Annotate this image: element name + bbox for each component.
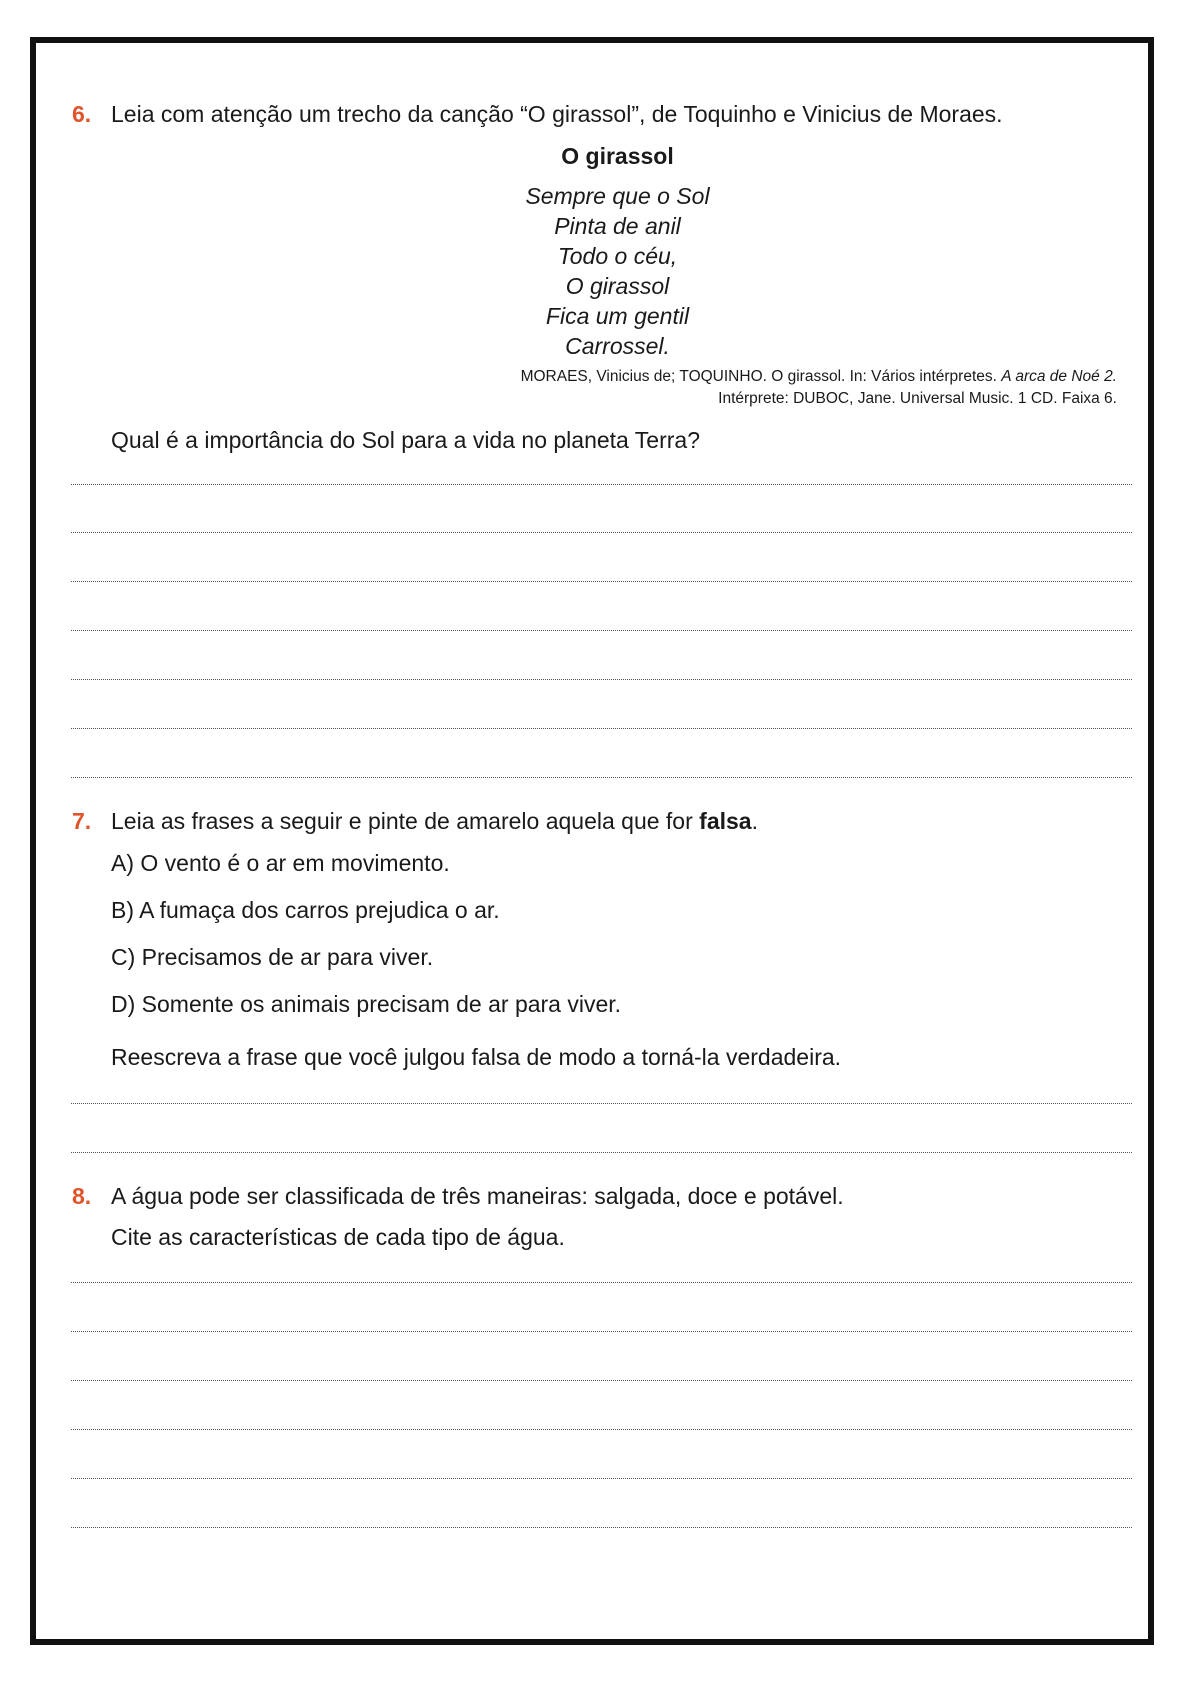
answer-line[interactable] (71, 1282, 1132, 1283)
option-c[interactable]: C) Precisamos de ar para viver. (111, 944, 434, 970)
answer-line[interactable] (71, 728, 1132, 729)
answer-line[interactable] (71, 1380, 1132, 1381)
option-a[interactable]: A) O vento é o ar em movimento. (111, 850, 450, 876)
question-7-number: 7. (72, 808, 92, 834)
answer-line[interactable] (71, 1478, 1132, 1479)
poem-verse: Fica um gentil (545, 303, 690, 329)
poem-credit-line2: Intérprete: DUBOC, Jane. Universal Music. 1 CD. Faixa 6. (718, 390, 1117, 407)
poem-verse: Carrossel. (565, 333, 670, 359)
poem-verse: Pinta de anil (554, 213, 681, 239)
answer-line[interactable] (71, 1331, 1132, 1332)
answer-line[interactable] (71, 581, 1132, 582)
credit-album-title: A arca de Noé 2. (1001, 368, 1117, 385)
prompt-text: Leia as frases a seguir e pinte de amarelo aquela que for (111, 808, 700, 834)
answer-line[interactable] (71, 630, 1132, 631)
question-6-question: Qual é a importância do Sol para a vida no planeta Terra? (111, 427, 701, 453)
answer-line[interactable] (71, 532, 1132, 533)
answer-line[interactable] (71, 1429, 1132, 1430)
question-8-prompt: A água pode ser classificada de três maneiras: salgada, doce e potável. (111, 1183, 844, 1209)
poem-title: O girassol (561, 143, 674, 169)
answer-line[interactable] (71, 1103, 1132, 1104)
poem-verse: Todo o céu, (557, 243, 678, 269)
poem-verse: O girassol (565, 273, 670, 299)
answer-line[interactable] (71, 484, 1132, 485)
credit-text: MORAES, Vinicius de; TOQUINHO. O girassol. In: Vários intérpretes. (520, 368, 1002, 385)
answer-line[interactable] (71, 1152, 1132, 1153)
question-6-prompt: Leia com atenção um trecho da canção “O girassol”, de Toquinho e Vinicius de Moraes. (111, 101, 1003, 127)
question-7-prompt (111, 808, 758, 835)
question-6-number: 6. (72, 101, 92, 127)
poem-credit-line1 (521, 368, 1117, 386)
question-8-number: 8. (72, 1183, 92, 1209)
option-d[interactable]: D) Somente os animais precisam de ar para viver. (111, 991, 622, 1017)
question-8-instruction: Cite as características de cada tipo de água. (111, 1224, 565, 1250)
answer-line[interactable] (71, 1527, 1132, 1528)
prompt-end: . (751, 808, 758, 834)
question-7-instruction: Reescreva a frase que você julgou falsa de modo a torná-la verdadeira. (111, 1044, 842, 1070)
option-b[interactable]: B) A fumaça dos carros prejudica o ar. (111, 897, 500, 923)
answer-line[interactable] (71, 777, 1132, 778)
poem-verse: Sempre que o Sol (525, 183, 710, 209)
prompt-bold-word: falsa (699, 808, 752, 834)
answer-line[interactable] (71, 679, 1132, 680)
